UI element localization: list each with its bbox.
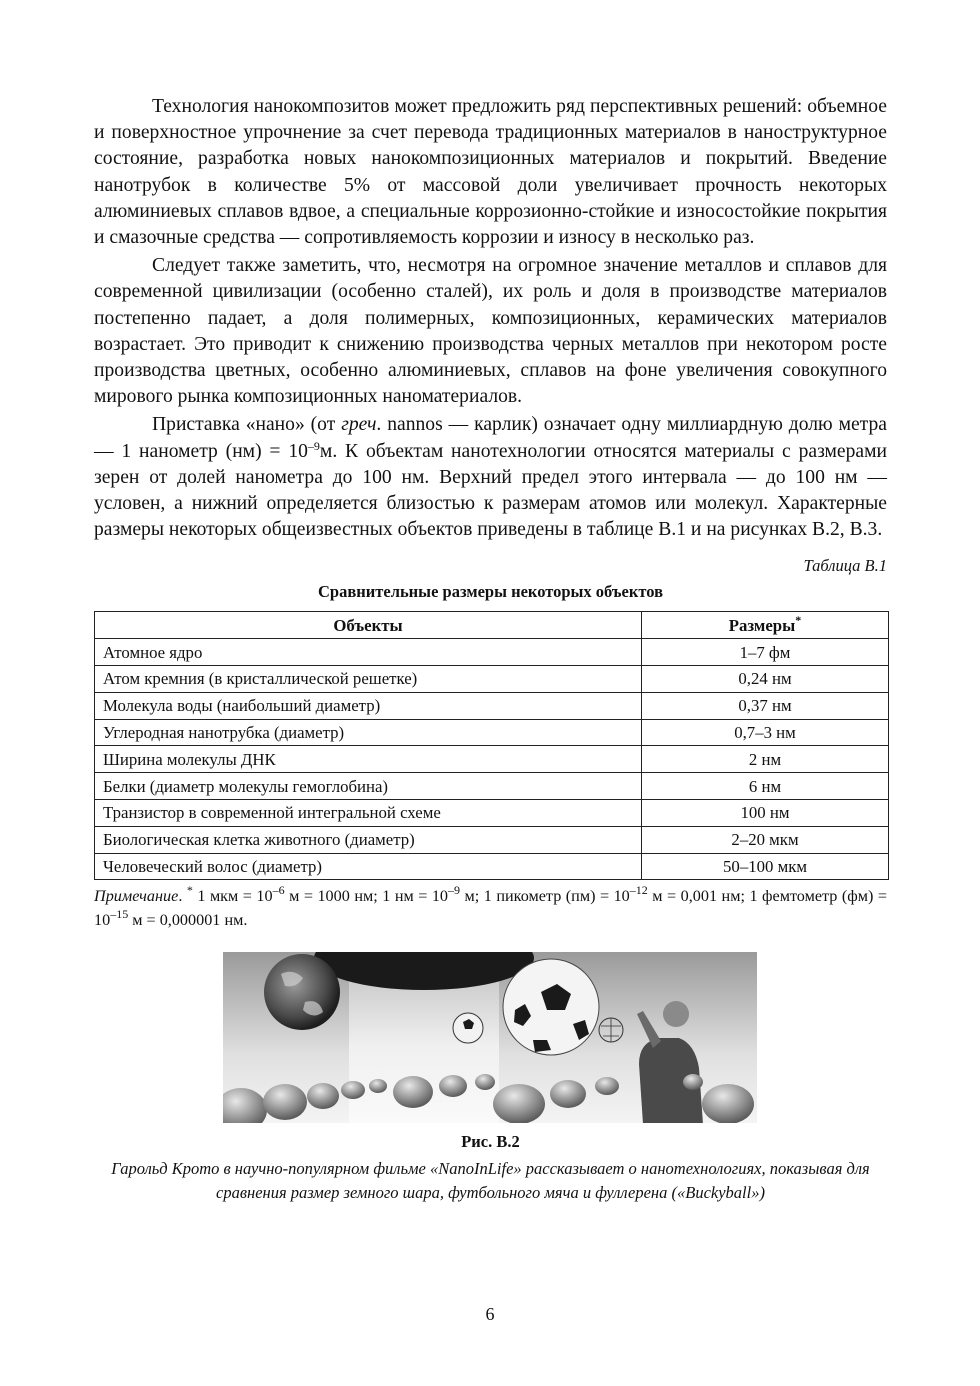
table-row (95, 666, 889, 693)
page-number: 6 (485, 1304, 495, 1324)
table-row (95, 826, 889, 853)
table-row (95, 773, 889, 800)
paragraph-1: Технология нанокомпозитов может предложить ряд перспективных решений: объемное и поверхностное упрочнение за счет перевода традиционных материалов в наноструктурное состояние, разработка новых нанокомпозиционных материалов и покрытий. Введение нанотрубок в количестве 5% от массовой доли увеличивает прочность некоторых алюминиевых сплавов вдвое, а специальные коррозионно-стойкие и износостойкие покрытия и смазочные средства — сопротивляемость коррозии и износу в несколько раз. (94, 96, 887, 249)
paragraph-2: Следует также заметить, что, несмотря на огромное значение металлов и сплавов для современной цивилизации (особенно сталей), их роль и доля в производстве материалов постепенно падает, а доля полимерных, композиционных, керамических материалов возрастает. Это приводит к снижению производства черных металлов при некотором росте производства цветных, особенно алюминиевых, сплавов на фоне увеличения совокупного мирового рынка композиционных наноматериалов. (94, 255, 887, 408)
object-name-cell: Биологическая клетка животного (диаметр) (95, 826, 642, 853)
object-name-cell: Молекула воды (наибольший диаметр) (95, 692, 642, 719)
table-row (95, 800, 889, 827)
object-size-cell: 50–100 мкм (642, 853, 889, 880)
table-label: Таблица В.1 (803, 556, 887, 576)
table-row (95, 692, 889, 719)
table-row (95, 853, 889, 880)
table-row (95, 639, 889, 666)
header-sizes: Размеры* (642, 612, 889, 639)
figure-image (223, 952, 757, 1123)
object-name-cell: Углеродная нанотрубка (диаметр) (95, 719, 642, 746)
object-size-cell: 0,37 нм (642, 692, 889, 719)
object-size-cell: 0,7–3 нм (642, 719, 889, 746)
page-content (94, 94, 887, 1205)
object-name-cell: Человеческий волос (диаметр) (95, 853, 642, 880)
figure-number: Рис. В.2 (461, 1132, 520, 1152)
table-row (95, 719, 889, 746)
sizes-table (94, 611, 889, 880)
object-size-cell: 1–7 фм (642, 639, 889, 666)
header-objects: Объекты (95, 612, 642, 639)
table-note: Примечание. * 1 мкм = $10^{-6}$ м = 1000 нм; 1 нм = $10^{-9}$ м; 1 пикометр $(пм) = 10^{-12}$ м = 0,001 нм; 1 фемтометр $(фм) = 10^{-15}$ м = 0,000001 нм. (94, 883, 888, 930)
object-size-cell: 100 нм (642, 800, 889, 827)
paragraph-3: Приставка «нано» (от греч. nannos — карлик) означает одну миллиардную долю метра — 1 нанометр $(нм) = 10^{-9}м$. К объектам нанотехнологии относятся материалы с размерами зерен от долей нанометра до 100 нм. Верхний предел этого интервала — до 100 нм — условен, а нижний определяется близостью к размерам атомов или молекул. Характерные размеры некоторых общеизвестных объектов приведены в таблице В.1 и на рисунках В.2, В.3. (94, 414, 888, 541)
table-title: Сравнительные размеры некоторых объектов (318, 582, 663, 602)
object-size-cell: 2–20 мкм (642, 826, 889, 853)
object-size-cell: 6 нм (642, 773, 889, 800)
object-size-cell: 0,24 нм (642, 666, 889, 693)
object-name-cell: Атомное ядро (95, 639, 642, 666)
object-name-cell: Транзистор в современной интегральной схеме (95, 800, 642, 827)
object-size-cell: 2 нм (642, 746, 889, 773)
object-name-cell: Белки (диаметр молекулы гемоглобина) (95, 773, 642, 800)
object-name-cell: Атом кремния (в кристаллической решетке) (95, 666, 642, 693)
table-row (95, 746, 889, 773)
object-name-cell: Ширина молекулы ДНК (95, 746, 642, 773)
table-header-row (95, 612, 889, 639)
figure-caption: Гарольд Крото в научно-популярном фильме «NanoInLife» рассказывает о нанотехнологиях, показывая для сравнения размер земного шара, футбольного мяча и фуллерена («Buckyball») (111, 1159, 870, 1203)
